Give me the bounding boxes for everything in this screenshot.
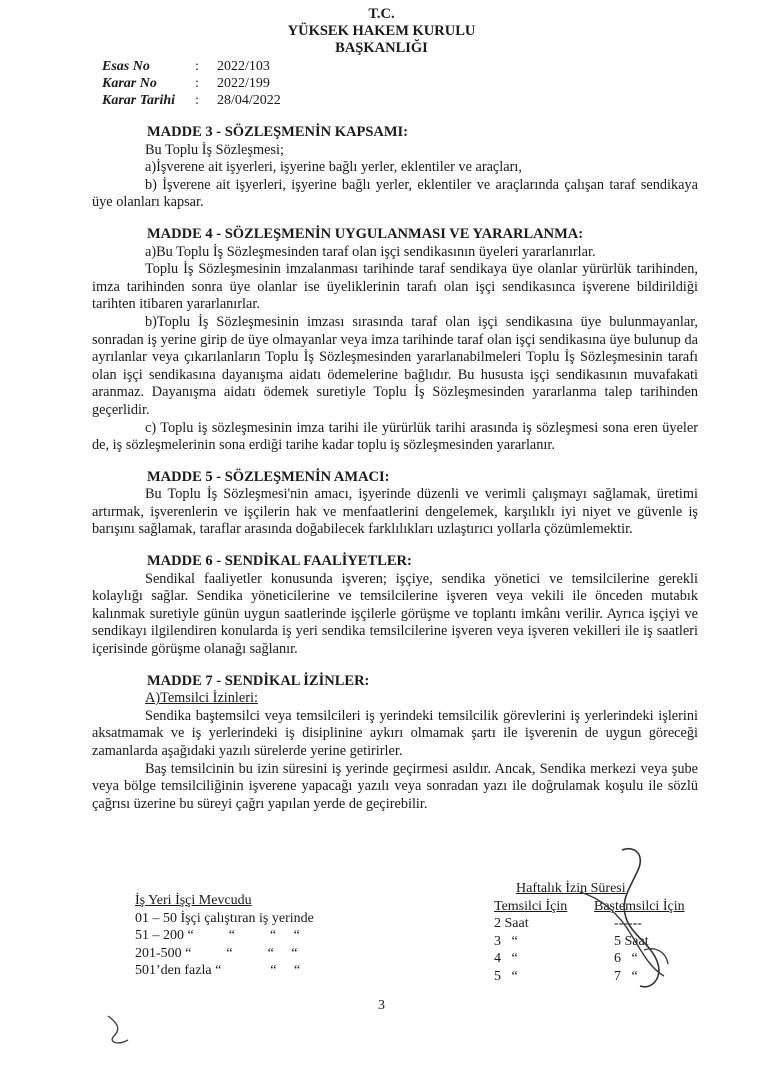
section-heading: MADDE 3 - SÖZLEŞMENİN KAPSAMI: bbox=[147, 124, 409, 140]
cell-bastemsilci: 5 Saat bbox=[614, 933, 649, 949]
meta-row-karar bbox=[102, 75, 281, 92]
subheading-temsilci-izinleri: A)Temsilci İzinleri: bbox=[145, 690, 258, 707]
section-heading: MADDE 5 - SÖZLEŞMENİN AMACI: bbox=[147, 468, 390, 485]
margin-mark-icon bbox=[100, 1010, 140, 1050]
paragraph: b) İşverene ait işyerleri, işyerine bağlı yerler, eklentiler ve araçlarında çalışan taraf sendikaya üye olanları kapsar. bbox=[92, 176, 698, 211]
section-heading: MADDE 7 - SENDİKAL İZİNLER: bbox=[147, 672, 370, 689]
section-heading: MADDE 6 - SENDİKAL FAALİYETLER: bbox=[147, 553, 412, 570]
workforce-heading: İş Yeri İşçi Mevcudu bbox=[135, 893, 252, 908]
weekly-leave-row bbox=[494, 933, 685, 951]
cell-temsilci: 2 Saat bbox=[494, 916, 529, 931]
meta-key: Karar No bbox=[102, 76, 157, 91]
weekly-leave-header bbox=[494, 898, 685, 916]
paragraph: Baş temsilcinin bu izin süresini iş yerinde geçirmesi asıldır. Ancak, Sendika merkezi veya şube veya bölge temsilciliğinin işverene yapacağı yazılı veya sonradan yazı ile doğrulamak koşulu ile sözlü çağrısı üzerine bu süreyi çağrı yapılan yerde de geçirebilir. bbox=[92, 760, 698, 812]
meta-colon: : bbox=[195, 59, 199, 74]
cell-temsilci: 4 “ bbox=[494, 951, 518, 966]
cell-temsilci: 3 “ bbox=[494, 933, 518, 949]
leave-tables bbox=[0, 880, 763, 1000]
meta-row-tarih bbox=[102, 92, 281, 109]
weekly-leave-title: Haftalık İzin Süresi bbox=[516, 881, 626, 896]
case-metadata bbox=[102, 58, 281, 109]
paragraph: b)Toplu İş Sözleşmesinin imzası sırasında taraf olan işçi sendikasına üye bulunmayanlar, sonradan iş yerine girip de üye olmayanlar veya imza tarihinde taraf olan işçi sendikasına üye bulunup da ayrılanlar veya çıkarılanların Toplu İş Sözleşmesinden yararlanabilmeleri Toplu İş Sözleşmesinin tarafı olan işçi sendikasına dayanışma aidatı ödemelerine bağlıdır. Bu hususta işçi sendikasının muvafakati aranmaz. Dayanışma aidatı ödemek suretiyle Toplu İş Sözleşmesinden yararlanma talep tarihinden geçerlidir. bbox=[92, 313, 698, 418]
paragraph: Sendika baştemsilci veya temsilcileri iş yerindeki temsilcilik görevlerini iş yerlerindeki işlerini aksatmamak ve iş yerlerindeki iş disiplinine aykırı olmamak şartı ile işverenin de uygun göreceği zamanlarda aşağıdaki yazılı sürelerde yerine getirirler. bbox=[92, 707, 698, 759]
meta-row-esas bbox=[102, 58, 281, 75]
workforce-row: 501’den fazla “ “ “ bbox=[135, 963, 301, 978]
cell-bastemsilci: 7 “ bbox=[614, 968, 638, 984]
section-heading: MADDE 4 - SÖZLEŞMENİN UYGULANMASI VE YARARLANMA: bbox=[147, 225, 584, 242]
meta-key: Karar Tarihi bbox=[102, 93, 176, 108]
meta-key: Esas No bbox=[102, 59, 150, 74]
section-madde-5 bbox=[92, 469, 698, 539]
cell-temsilci: 5 “ bbox=[494, 968, 518, 984]
weekly-leave-row bbox=[494, 968, 685, 986]
meta-colon: : bbox=[195, 93, 199, 108]
document-body bbox=[92, 124, 698, 827]
workforce-row: 01 – 50 İşçi çalıştıran iş yerinde bbox=[135, 910, 314, 926]
workforce-row: 51 – 200 “ “ “ “ bbox=[135, 928, 300, 943]
cell-bastemsilci: 6 “ bbox=[614, 951, 638, 966]
weekly-leave-row bbox=[494, 950, 685, 968]
section-madde-3 bbox=[92, 124, 698, 212]
paragraph: Bu Toplu İş Sözleşmesi; bbox=[145, 141, 284, 158]
col-temsilci: Temsilci İçin bbox=[494, 898, 568, 914]
section-madde-4 bbox=[92, 226, 698, 455]
col-bastemsilci: Baştemsilci İçin bbox=[594, 898, 685, 914]
header-kurul: YÜKSEK HAKEM KURULU bbox=[287, 23, 476, 39]
meta-value: 28/04/2022 bbox=[217, 93, 281, 108]
header-tc: T.C. bbox=[368, 6, 395, 22]
section-madde-7 bbox=[92, 673, 698, 814]
paragraph: Sendikal faaliyetler konusunda işveren; işçiye, sendika yönetici ve temsilcilerine gerekli kolaylığı sağlar. Sendika yöneticilerine ve temsilcilerine işveren veya vekili ile önceden mutabık kalınmak suretiyle günün uygun saatlerinde işçilerle görüşme ve toplantı imkânı verilir. Ayrıca işçiyi ve sendikayı ilgilendiren konularda iş yeri sendika temsilcilerine işveren veya işveren vekilleri ile iş saatleri içerisinde görüşme olanağı sağlanır. bbox=[92, 570, 698, 658]
paragraph: Bu Toplu İş Sözleşmesi'nin amacı, işyerinde düzenli ve verimli çalışmayı sağlamak, üretimi artırmak, işverenlerin ve işçilerin hak ve menfaatlerini dengelemek, karşılıklı iyi niyet ve güvenle iş barışını sağlamak, taraflar arasında doğabilecek farklılıkları uzlaştırıcı yollarla çözümlemektir. bbox=[92, 486, 698, 538]
paragraph: a)Bu Toplu İş Sözleşmesinden taraf olan işçi sendikasının üyeleri yararlanırlar. bbox=[145, 243, 596, 260]
meta-colon: : bbox=[195, 76, 199, 91]
weekly-leave-table bbox=[494, 880, 685, 985]
meta-value: 2022/199 bbox=[217, 76, 270, 91]
weekly-leave-row bbox=[494, 915, 685, 933]
cell-bastemsilci: ------ bbox=[614, 916, 642, 931]
header-baskanlik: BAŞKANLIĞI bbox=[335, 40, 428, 56]
paragraph: Toplu İş Sözleşmesinin imzalanması tarihinde taraf sendikaya üye olanlar yürürlük tarihinden, imza tarihinden sonra üye olanlar ise üyeliklerinin tarafı olan işçi sendikasınca işverene bildirildiği tarihten itibaren yararlanırlar. bbox=[92, 261, 698, 313]
meta-value: 2022/103 bbox=[217, 59, 270, 74]
page-number: 3 bbox=[378, 998, 385, 1013]
workforce-table bbox=[135, 892, 314, 980]
workforce-row: 201-500 “ “ “ “ bbox=[135, 945, 298, 961]
paragraph: c) Toplu iş sözleşmesinin imza tarihi ile yürürlük tarihi arasında iş sözleşmesi sona eren üyeler de, iş sözleşmelerinin sona erdiği tarihe kadar toplu iş sözleşmesinden yararlanır. bbox=[92, 419, 698, 454]
section-madde-6 bbox=[92, 553, 698, 659]
paragraph: a)İşverene ait işyerleri, işyerine bağlı yerler, eklentiler ve araçları, bbox=[145, 159, 522, 176]
